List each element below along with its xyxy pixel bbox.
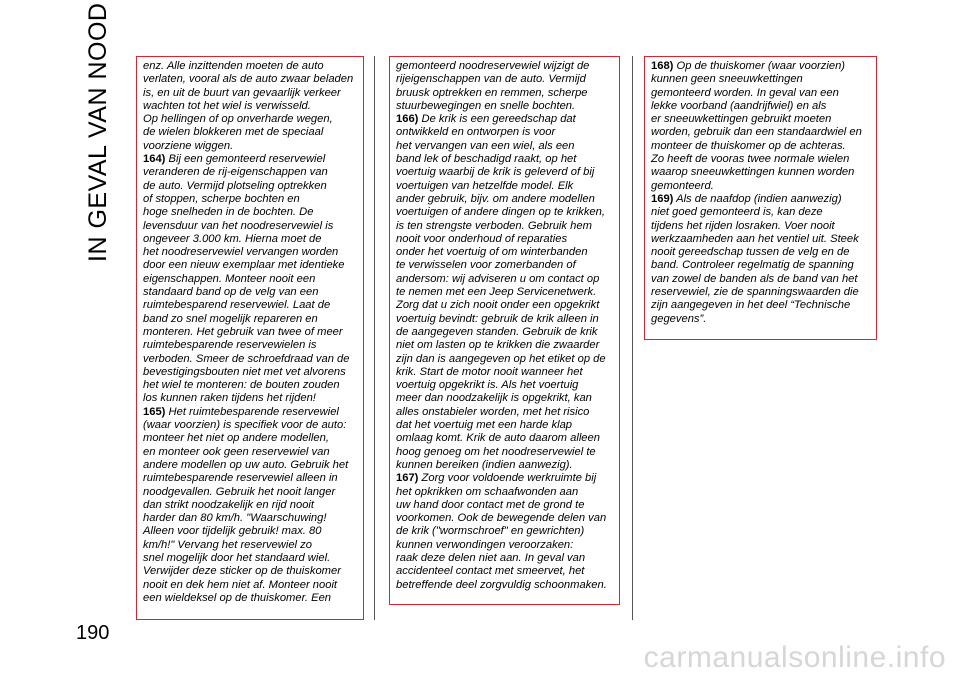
warning-note-167 (396, 472, 614, 592)
column-divider (374, 56, 375, 620)
warning-box-column-3 (644, 56, 877, 340)
warning-note-164 (143, 153, 358, 406)
section-title: IN GEVAL VAN NOOD (84, 2, 112, 262)
note-number: 168) (651, 60, 674, 72)
note-number: 169) (651, 192, 674, 205)
watermark: carmanualsonline.info (643, 641, 946, 674)
note-text: Het ruimtebesparende reservewiel (waar voorzien) is specifiek voor de auto: monteer het niet op andere modellen, en monteer ook geen reservewiel van andere modellen op uw auto. Gebruik het ruimtebesparende reservewiel alleen in noodgevallen. Gebruik het nooit langer dan strikt noodzakelijk en rijd nooit harder dan 80 km/h. "Waarschuwing! Alleen voor tijdelijk gebruik! max. 80 km/h!" Vervang het reservewiel zo snel mogelijk door het standaard wiel. Verwijder deze sticker op de thuiskomer nooit en dek hem niet af. Monteer nooit een wieldeksel op de thuiskomer. Een (143, 405, 349, 604)
warning-note-168 (651, 60, 871, 193)
note-text: Als de naafdop (indien aanwezig) niet goed gemonteerd is, kan deze tijdens het rijden losraken. Voer nooit werkzaamheden aan het ventiel uit. Steek nooit gereedschap tussen de velg en de band. Controleer regelmatig de spanning van zowel de banden als de band van het reservewiel, zie de spanningswaarden die zijn aangegeven in het deel “Technische gegevens”. (651, 192, 859, 325)
note-text: De krik is een gereedschap dat ontwikkeld en ontworpen is voor het vervangen van een wiel, als een band lek of beschadigd raakt, op het voertuig waarbij de krik is geleverd of bij voertuigen van hetzelfde model. Elk ander gebruik, bijv. om andere modellen voertuigen of andere dingen op te krikken, is ten strengste verboden. Gebruik hem nooit voor onderhoud of reparaties onder het voertuig of om winterbanden te verwisselen voor zomerbanden of andersom: wij adviseren u om contact op te nemen met een Jeep Servicenetwerk. Zorg dat u zich nooit onder een opgekrikt voertuig bevindt: gebruik de krik alleen in de aangegeven standen. Gebruik de krik niet om lasten op te krikken die zwaarder zijn dan is aangegeven op het etiket op de krik. Start de motor nooit wanneer het voertuig opgekrikt is. Als het voertuig meer dan noodzakelijk is opgekrikt, kan alles onstabieler worden, met het risico dat het voertuig met een harde klap omlaag komt. Krik de auto daarom alleen hoog genoeg om het noodreservewiel te kunnen bereiken (indien aanwezig). (396, 113, 606, 471)
warning-box-column-1 (136, 56, 364, 620)
note-text: Zorg voor voldoende werkruimte bij het opkrikken om schaafwonden aan uw hand door contact met de grond te voorkomen. Ook de bewegende delen van de krik ("wormschroef" en gewrichten) kunnen verwondingen veroorzaken: raak deze delen niet aan. In geval van accidenteel contact met smeervet, het betreffende deel zorgvuldig schoonmaken. (396, 472, 607, 591)
note-text: Op de thuiskomer (waar voorzien) kunnen geen sneeuwkettingen gemonteerd worden. In geval van een lekke voorband (aandrijfwiel) en als er sneeuwkettingen gebruikt moeten worden, gebruik dan een standaardwiel en monteer de thuiskomer op de achteras. Zo heeft de vooras twee normale wielen waarop sneeuwkettingen kunnen worden gemonteerd. (651, 60, 862, 192)
warning-note-165 (143, 406, 358, 605)
warning-box-column-2 (389, 56, 620, 605)
warning-text-intro: gemonteerd noodreservewiel wijzigt de rijeigenschappen van de auto. Vermijd bruusk optrekken en remmen, scherpe stuurbewegingen en snelle bochten. (396, 60, 590, 112)
page-number: 190 (76, 622, 110, 644)
warning-note-166 (396, 113, 614, 472)
warning-note-169 (651, 193, 871, 326)
note-number: 167) (396, 472, 419, 485)
note-text: Bij een gemonteerd reservewiel veranderen de rij-eigenschappen van de auto. Vermijd plotseling optrekken of stoppen, scherpe bochten en hoge snelheden in de bochten. De levensduur van het noodreservewiel is ongeveer 3.000 km. Hierna moet de het noodreservewiel vervangen worden door een nieuw exemplaar met identieke eigenschappen. Monteer nooit een standaard band op de velg van een ruimtebesparend reservewiel. Laat de band zo snel mogelijk repareren en monteren. Het gebruik van twee of meer ruimtebesparende reservewielen is verboden. Smeer de schroefdraad van de bevestigingsbouten niet met vet alvorens het wiel te monteren: de bouten zouden los kunnen raken tijdens het rijden! (143, 153, 350, 405)
note-number: 165) (143, 405, 166, 418)
note-number: 164) (143, 153, 166, 166)
warning-text-intro: enz. Alle inzittenden moeten de auto verlaten, vooral als de auto zwaar beladen is, en uit de buurt van gevaarlijk verkeer wachten tot het wiel is verwisseld. Op hellingen of op onverharde wegen, de wielen blokkeren met de speciaal voorziene wiggen. (143, 60, 354, 152)
column-divider (632, 56, 633, 620)
note-number: 166) (396, 113, 419, 126)
